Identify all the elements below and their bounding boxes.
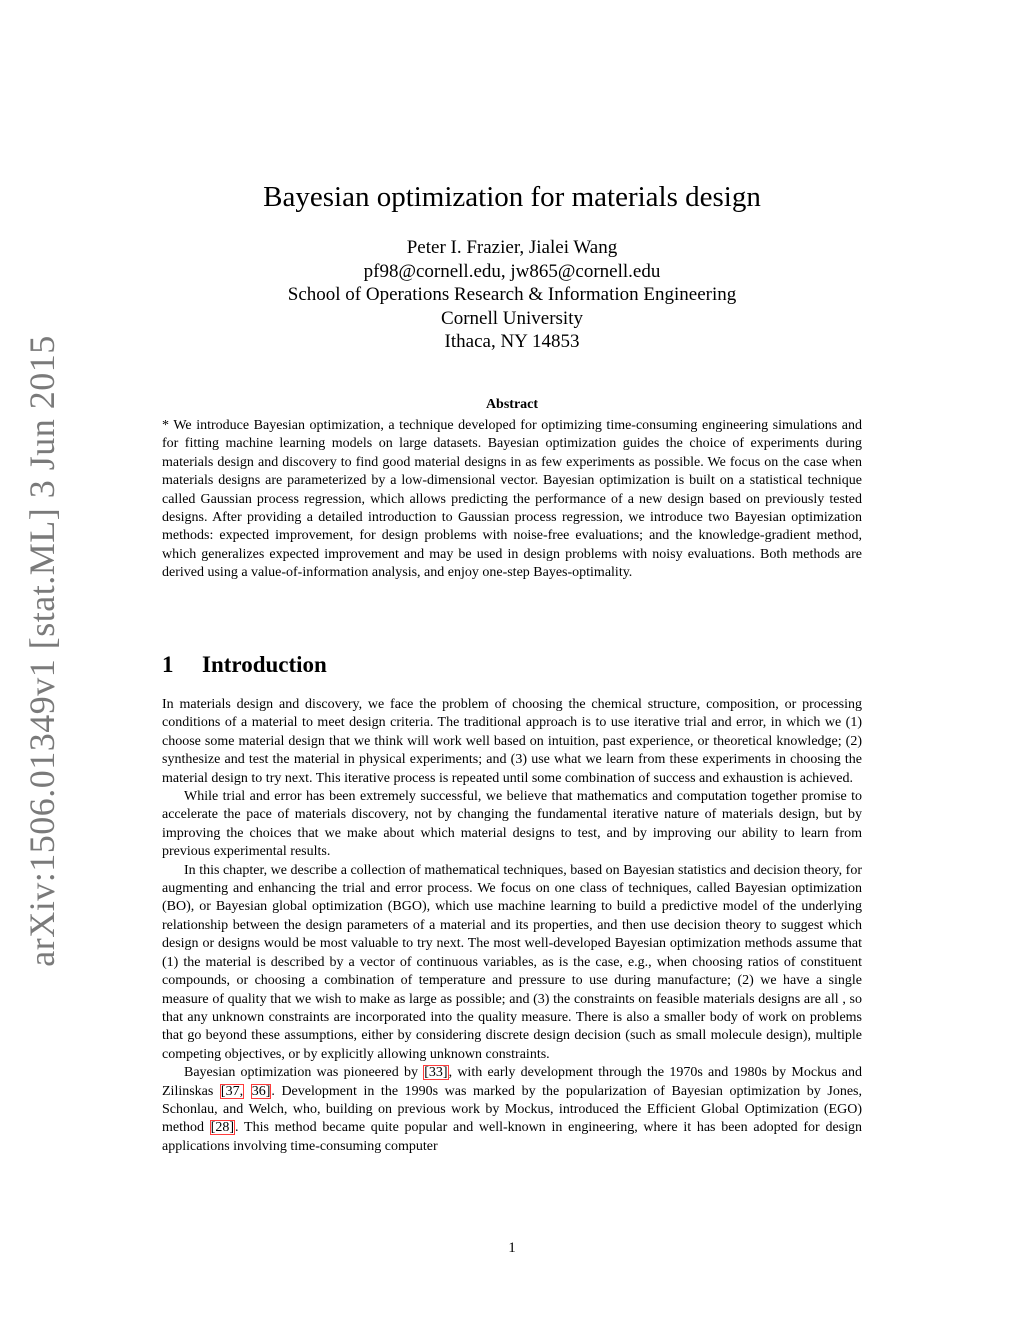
author-department: School of Operations Research & Information Engineering — [287, 284, 737, 305]
abstract — [162, 395, 862, 583]
author-university: Cornell University — [441, 307, 583, 329]
paragraph-text: . Development in the 1990s was marked by the popularization of Bayesian optimization by Jones, Schonlau, and Welch, who, building on previous work by Mockus, introduced the Efficient Global Optimization (EGO) method — [162, 1083, 862, 1136]
section-number: 1 — [162, 652, 174, 677]
author-emails[interactable]: pf98@cornell.edu, jw865@cornell.edu — [363, 260, 661, 282]
section-title: Introduction — [202, 652, 327, 677]
arxiv-identifier[interactable]: arXiv:1506.01349v1 [stat.ML] 3 Jun 2015 — [22, 335, 62, 967]
introduction-section — [162, 648, 862, 1156]
author-location: Ithaca, NY 14853 — [444, 331, 580, 352]
author-block — [0, 236, 1024, 354]
section-heading — [162, 648, 862, 682]
abstract-text: * We introduce Bayesian optimization, a technique developed for optimizing time-consuming engineering simulations and for fitting machine learning models on large datasets. Bayesian optimization guides the choice of experiments during materials design and discovery to find good material designs in as few experiments as possible. We focus on the case when materials designs are parameterized by a low-dimensional vector. Bayesian optimization is built on a statistical technique called Gaussian process regression, which allows predicting the performance of a new design based on previously tested designs. After providing a detailed introduction to Gaussian process regression, we introduce two Bayesian optimization methods: expected improvement, for design problems with noise-free evaluations; and the knowledge-gradient method, which generalizes expected improvement and may be used in design problems with noisy evaluations. Both methods are derived using a value-of-information analysis, and enjoy one-step Bayes-optimality. — [162, 418, 862, 581]
citation-link[interactable]: [37, — [220, 1083, 244, 1099]
intro-paragraph-2: While trial and error has been extremely successful, we believe that mathematics and computation together promise to accelerate the pace of materials discovery, not by changing the fundamental iterative nature of materials design, but by improving the choices that we make about which material designs to test, and by improving our ability to learn from previous experimental results. — [162, 789, 862, 860]
author-names: Peter I. Frazier, Jialei Wang — [406, 237, 618, 258]
paper-title: Bayesian optimization for materials design — [263, 181, 761, 213]
title-block — [0, 176, 1024, 354]
intro-paragraph-1: In materials design and discovery, we face the problem of choosing the chemical structure, composition, or processing conditions of a material to meet design criteria. The traditional approach is to use iterative trial and error, in which we (1) choose some material design that we think will work well based on intuition, past experience, or theoretical knowledge; (2) synthesize and test the material in physical experiments; and (3) use what we learn from these experiments in choosing the material design to try next. This iterative process is repeated until some combination of success and exhaustion is achieved. — [162, 697, 862, 786]
citation-link[interactable]: [28] — [210, 1120, 235, 1136]
intro-paragraph-3: In this chapter, we describe a collection of mathematical techniques, based on Bayesian statistics and decision theory, for augmenting and enhancing the trial and error process. We focus on one class of techniques, called Bayesian optimization (BO), or Bayesian global optimization (BGO), which use machine learning to build a predictive model of the underlying relationship between the design parameters of a material and its properties, and then use decision theory to suggest which design or designs would be most valuable to try next. The most well-developed Bayesian optimization methods assume that (1) the material is described by a vector of continuous variables, as is the case, e.g., when choosing ratios of constituent compounds, or choosing a combination of temperature and pressure to use during manufacture; (2) we have a single measure of quality that we wish to make as large as possible; and (3) the constraints on feasible materials designs are all , so that any unknown constraints are incorporated into the quality measure. There is also a smaller body of work on problems that go beyond these assumptions, either by considering discrete design decision (such as small molecule design), multiple competing objectives, or by explicitly allowing unknown constraints. — [162, 862, 862, 1062]
citation-link[interactable]: 36] — [251, 1083, 271, 1099]
paragraph-text: . This method became quite popular and well-known in engineering, where it has been adopted for design applications involving time-consuming computer — [162, 1120, 862, 1154]
paragraph-text: Bayesian optimization was pioneered by — [184, 1065, 424, 1081]
abstract-heading: Abstract — [485, 397, 539, 412]
paragraph-text: , with early development through the 1970s and 1980s by Mockus and Zilinskas — [162, 1065, 862, 1099]
intro-paragraph-4 — [162, 1064, 862, 1156]
citation-link[interactable]: [33] — [424, 1065, 448, 1081]
page-number: 1 — [508, 1240, 516, 1256]
